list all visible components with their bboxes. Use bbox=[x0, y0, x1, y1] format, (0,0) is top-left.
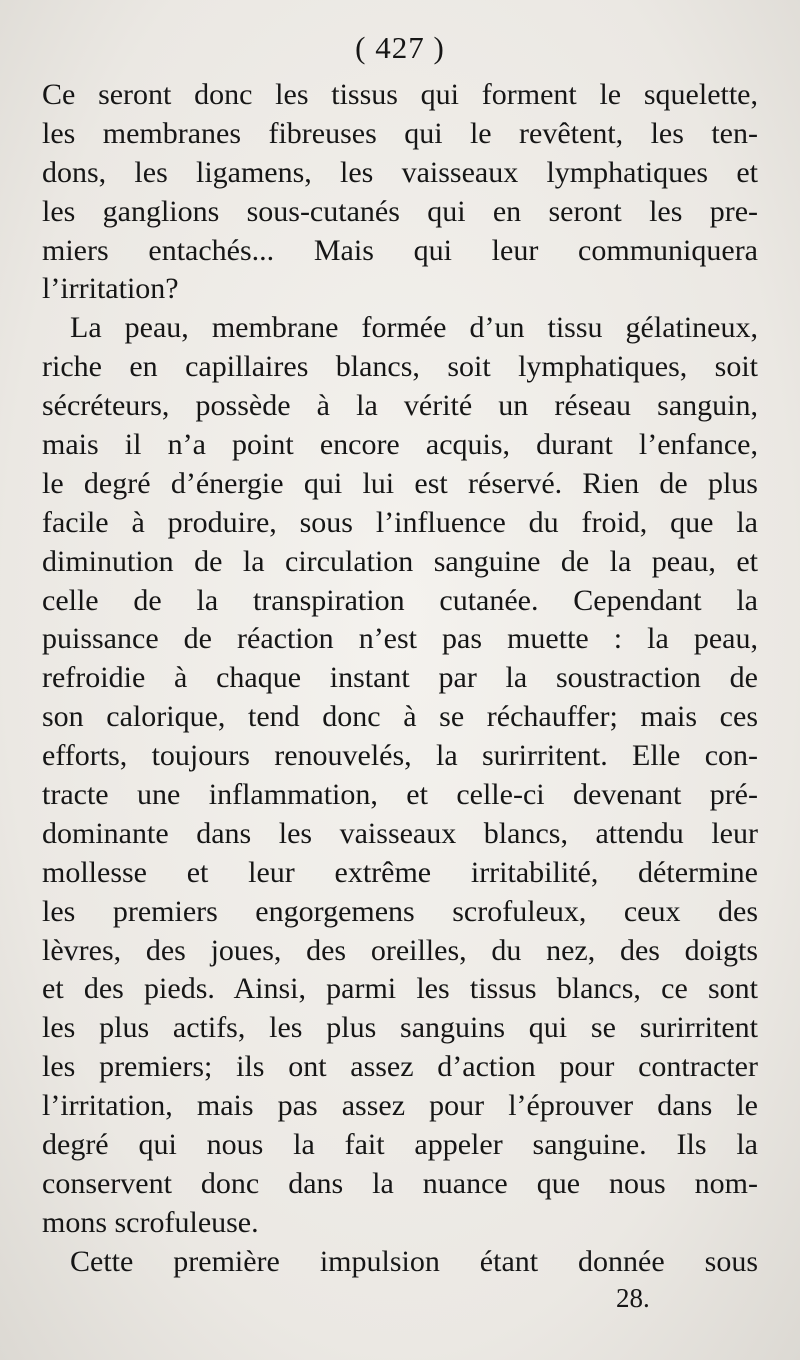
text-line: les premiers; ils ont assez d’action pour contracter bbox=[42, 1050, 758, 1084]
text-line: miers entachés... Mais qui leur communiquera bbox=[42, 233, 758, 267]
text-line: sécréteurs, possède à la vérité un réseau sanguin, bbox=[42, 389, 758, 423]
text-line: tracte une inflammation, et celle-ci devenant pré- bbox=[42, 778, 758, 812]
text-line: dominante dans les vaisseaux blancs, attendu leur bbox=[42, 816, 758, 850]
signature-mark: 28. bbox=[616, 1283, 650, 1313]
text-line: l’irritation, mais pas assez pour l’éprouver dans le bbox=[42, 1089, 758, 1123]
text-line: Ce seront donc les tissus qui forment le squelette, bbox=[42, 78, 758, 111]
text-line: lèvres, des joues, des oreilles, du nez, des doigts bbox=[42, 933, 758, 967]
text-line: Cette première impulsion étant donnée sous bbox=[70, 1244, 758, 1278]
text-line: celle de la transpiration cutanée. Cependant la bbox=[42, 583, 758, 617]
text-line: efforts, toujours renouvelés, la surirritent. Elle con- bbox=[42, 739, 758, 773]
text-line: les premiers engorgemens scrofuleux, ceux des bbox=[42, 894, 758, 928]
text-line: diminution de la circulation sanguine de la peau, et bbox=[42, 544, 758, 578]
text-line: et des pieds. Ainsi, parmi les tissus blancs, ce sont bbox=[42, 972, 758, 1006]
text-line: l’irritation? bbox=[42, 272, 179, 306]
text-line: facile à produire, sous l’influence du froid, que la bbox=[42, 505, 758, 539]
text-line: puissance de réaction n’est pas muette : la peau, bbox=[42, 622, 758, 656]
text-line: mollesse et leur extrême irritabilité, détermine bbox=[42, 855, 758, 889]
text-line: conservent donc dans la nuance que nous nom- bbox=[42, 1166, 758, 1200]
text-line: les membranes fibreuses qui le revêtent, les ten- bbox=[42, 116, 758, 150]
text-line: degré qui nous la fait appeler sanguine. Ils la bbox=[42, 1128, 758, 1162]
page-number: ( 427 ) bbox=[355, 30, 445, 65]
text-line: les ganglions sous-cutanés qui en seront les pre- bbox=[42, 194, 758, 228]
text-line: les plus actifs, les plus sanguins qui se surirritent bbox=[42, 1011, 758, 1045]
body-text bbox=[42, 76, 758, 1282]
text-line: riche en capillaires blancs, soit lymphatiques, soit bbox=[42, 350, 758, 384]
text-line: mons scrofuleuse. bbox=[42, 1205, 259, 1239]
text-line: dons, les ligamens, les vaisseaux lymphatiques et bbox=[42, 155, 758, 189]
text-line: le degré d’énergie qui lui est réservé. Rien de plus bbox=[42, 466, 758, 500]
text-line: son calorique, tend donc à se réchauffer; mais ces bbox=[42, 700, 758, 734]
text-line: refroidie à chaque instant par la soustraction de bbox=[42, 661, 758, 695]
text-line: La peau, membrane formée d’un tissu gélatineux, bbox=[70, 311, 758, 345]
text-line: mais il n’a point encore acquis, durant l’enfance, bbox=[42, 428, 758, 462]
